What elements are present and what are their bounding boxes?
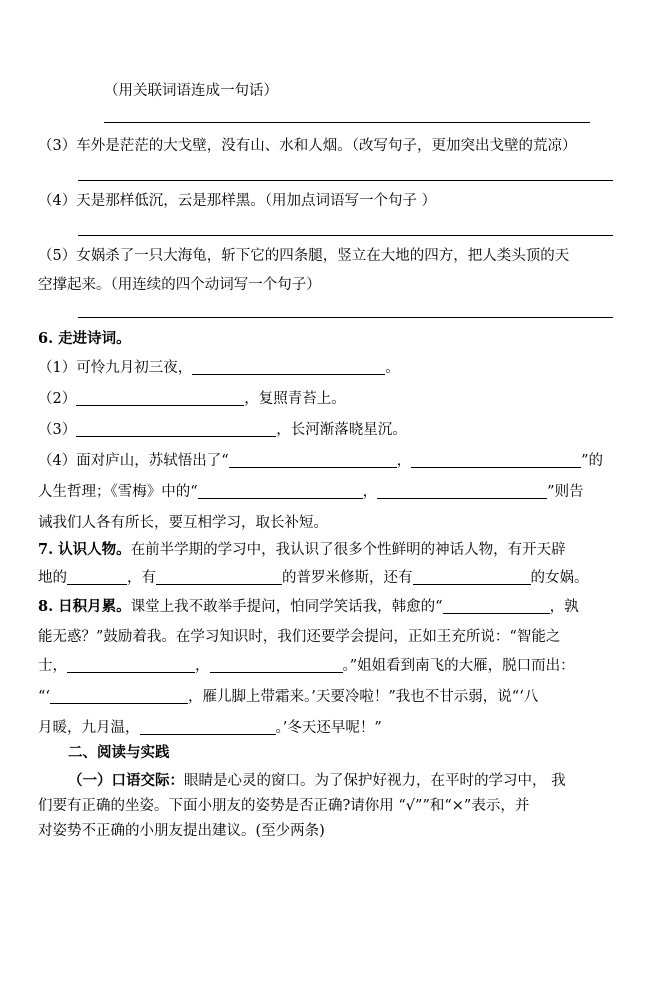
section-7-text: 地的 (38, 570, 67, 586)
fill-blank[interactable] (67, 569, 127, 585)
fill-blank[interactable] (377, 483, 547, 499)
section-8-text: 。”姐姐看到南飞的大雁，脱口而出： (342, 658, 575, 674)
poem-text: （4）面对庐山，苏轼悟出了“ (38, 453, 229, 469)
fill-blank[interactable] (192, 359, 385, 375)
section-8-text: 士， (38, 658, 67, 674)
poem-text: （1）可怜九月初三夜， (38, 360, 193, 376)
section-8-title: 8. 日积月累。 (38, 598, 131, 615)
poem-line-5 (38, 483, 584, 501)
poem-text: 。 (385, 360, 400, 376)
section-8-line1 (38, 598, 579, 616)
section-7-text: 的普罗米修斯，还有 (282, 570, 413, 586)
oral-line3: 对姿势不正确的小朋友提出建议。(至少两条) (38, 823, 325, 839)
section-8-text: 课堂上我不敢举手提问，怕同学笑话我，韩愈的“ (130, 599, 443, 615)
section-8-text: ，雁儿脚上带霜来。’天要冷啦！”我也不甘示弱，说“‘八 (188, 689, 539, 705)
instruction-text: （用关联词语连成一句话） (104, 83, 278, 99)
section-7-line2 (38, 569, 589, 587)
poem-line-4 (38, 452, 603, 470)
section-7-line1 (38, 541, 566, 559)
question-4: （4）天是那样低沉，云是那样黑。（用加点词语写一个句子 ） (38, 193, 437, 209)
section-8-text: ， (195, 658, 210, 674)
section-8-line2: 能无惑？”鼓励着我。在学习知识时，我们还要学会提问，正如王充所说：“智能之 (38, 629, 561, 645)
section-8-line5 (38, 719, 382, 737)
fill-blank[interactable] (443, 598, 550, 614)
poem-text: ，长河渐落晓星沉。 (276, 422, 407, 438)
fill-blank[interactable] (229, 452, 397, 468)
question-3: （3）车外是茫茫的大戈壁，没有山、水和人烟。（改写句子，更加突出戈壁的荒凉） (38, 138, 577, 154)
poem-text: ”的 (581, 453, 604, 469)
fill-blank[interactable] (413, 569, 531, 585)
answer-line[interactable] (78, 180, 613, 181)
oral-line2: 们要有正确的坐姿。下面小朋友的姿势是否正确?请你用 “√””和“×”表示，并 (38, 798, 530, 814)
section-8-text: 月暖，九月温， (38, 720, 140, 736)
fill-blank[interactable] (50, 688, 188, 704)
poem-line-3 (38, 421, 407, 439)
section-7-title: 7. 认识人物。 (38, 541, 131, 558)
section-7-text: ，有 (127, 570, 156, 586)
part-2-heading: 二、阅读与实践 (68, 744, 170, 761)
oral-heading: （一）口语交际： (68, 772, 184, 789)
section-6-title: 6. 走进诗词。 (38, 330, 131, 347)
fill-blank[interactable] (210, 657, 343, 673)
poem-line-6: 诫我们人各有所长，要互相学习，取长补短。 (38, 515, 328, 531)
section-8-text: “‘ (38, 689, 51, 705)
fill-blank[interactable] (411, 452, 581, 468)
fill-blank[interactable] (140, 719, 276, 735)
oral-line1 (68, 772, 566, 790)
oral-text: 眼睛是心灵的窗口。为了保护好视力，在平时的学习中， 我 (184, 773, 566, 789)
poem-text: ， (396, 453, 412, 469)
poem-text: ， (362, 484, 378, 500)
fill-blank[interactable] (198, 483, 363, 499)
fill-blank[interactable] (76, 390, 244, 406)
section-8-text: 。’冬天还早呢！” (275, 720, 382, 736)
poem-text: （3） (38, 422, 77, 438)
fill-blank[interactable] (76, 421, 276, 437)
section-7-text: 的女娲。 (530, 570, 589, 586)
answer-line[interactable] (104, 122, 590, 123)
poem-text: ，复照青苔上。 (244, 391, 346, 407)
question-5-line2: 空撑起来。（用连续的四个动词写一个句子） (38, 277, 321, 293)
poem-text: （2） (38, 391, 77, 407)
section-7-text: 在前半学期的学习中，我认识了很多个性鲜明的神话人物，有开天辟 (130, 542, 566, 558)
poem-text: 人生哲理；《雪梅》中的“ (38, 484, 198, 500)
poem-text: ”则告 (547, 484, 584, 500)
section-8-text: ，孰 (549, 599, 579, 615)
question-5-line1: （5）女娲杀了一只大海龟，斩下它的四条腿，竖立在大地的四方，把人类头顶的天 (38, 248, 570, 264)
answer-line[interactable] (78, 317, 613, 318)
answer-line[interactable] (78, 235, 613, 236)
fill-blank[interactable] (156, 569, 282, 585)
poem-line-2 (38, 390, 346, 408)
section-8-line4 (38, 688, 538, 706)
section-8-line3 (38, 657, 575, 675)
poem-line-1 (38, 359, 400, 377)
fill-blank[interactable] (67, 657, 195, 673)
